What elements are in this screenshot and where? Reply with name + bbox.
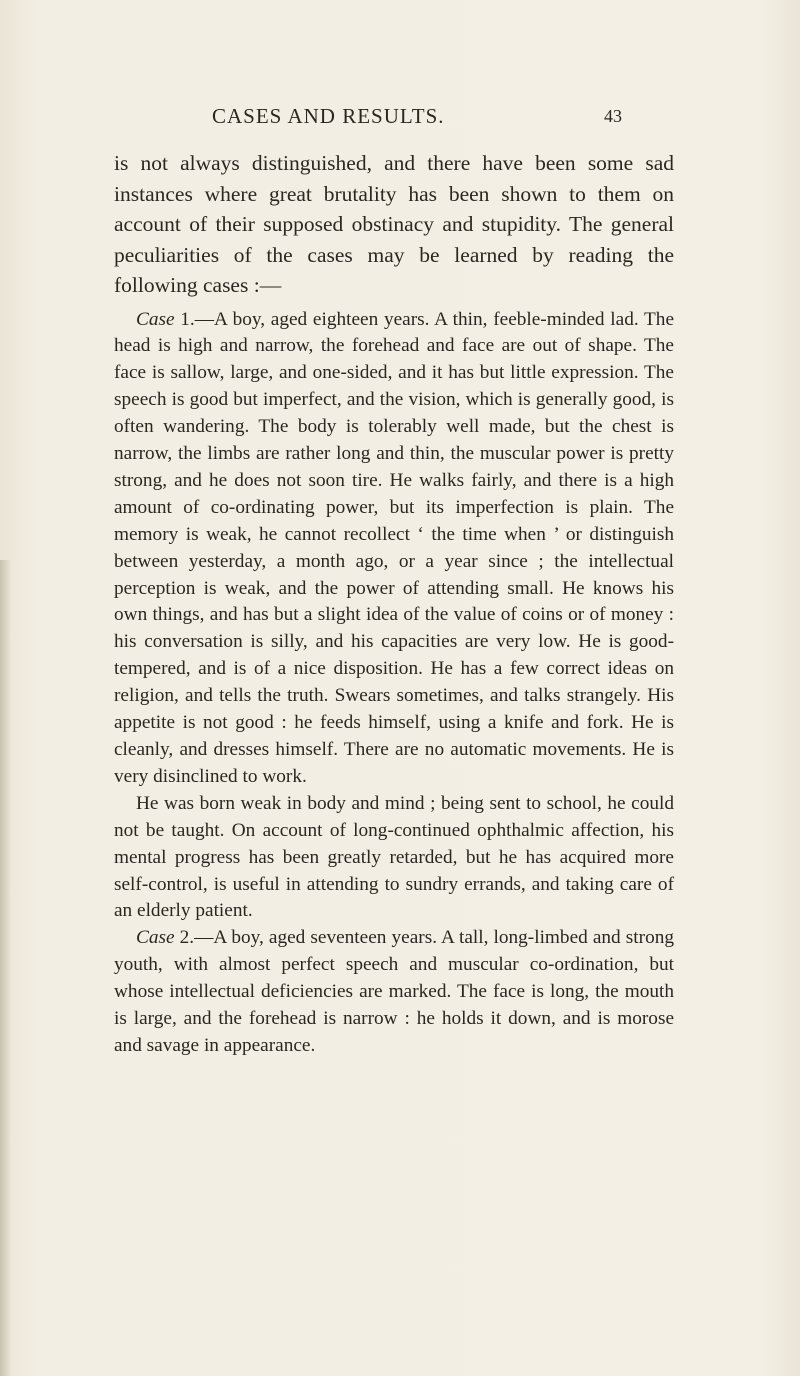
paragraph-text: 1.—A boy, aged eighteen years. A thin, feeble-minded lad. The head is high and narrow, the forehead and face are out of shape. The face is sallow, large, and one-sided, and it has but little expression. The speech is good but imperfect, and the vision, which is generally good, is often wandering. The body is tolerably well made, but the chest is narrow, the limbs are rather long and thin, the muscular power is pretty strong, and he does not soon tire. He walks fairly, and there is a high amount of co-ordinating power, but its imperfection is plain. The memory is weak, he cannot recollect ‘ the time when ’ or distinguish between yesterday, a month ago, or a year since ; the intellectual perception is weak, and the power of attending small. He knows his own things, and has but a slight idea of the value of coins or of money : his conversation is silly, and his capacities are very low. He is good-tempered, and is of a nice disposition. He has a few correct ideas on religion, and tells the truth. Swears sometimes, and talks strangely. His appetite is not good : he feeds himself, using a knife and fork. He is cleanly, and dresses himself. There are no automatic movements. He is very disinclined to work.	[114, 308, 674, 787]
body-text	[114, 148, 674, 1060]
paragraph-case-1	[114, 307, 674, 791]
paragraph-text: 2.—A boy, aged seventeen years. A tall, long-limbed and strong youth, with almost perfect speech and muscular co-ordination, but whose intellectual deficiencies are marked. The face is long, the mouth is large, and the forehead is narrow : he holds it down, and is morose and savage in appearance.	[114, 927, 674, 1056]
paragraph-case-1-history	[114, 791, 674, 926]
case-label: Case	[136, 308, 175, 330]
page-binding-edge	[0, 560, 10, 1376]
page-header	[0, 104, 800, 134]
paragraph-text: He was born weak in body and mind ; being sent to school, he could not be taught. On account of long-continued ophthalmic affection, his mental progress has been greatly retarded, but he has acquired more self-control, is useful in attending to sundry errands, and taking care of an elderly patient.	[114, 792, 674, 922]
page-number: 43	[604, 106, 622, 126]
running-head: CASES AND RESULTS.	[212, 104, 445, 128]
paragraph-text: is not always distinguished, and there have been some sad instances where great brutality has been shown to them on account of their supposed obstinacy and stupidity. The general peculiarities of the cases may be learned by reading the following cases :—	[114, 151, 674, 297]
paragraph-case-2	[114, 925, 674, 1060]
paragraph-intro	[114, 148, 674, 301]
case-label: Case	[136, 927, 175, 949]
